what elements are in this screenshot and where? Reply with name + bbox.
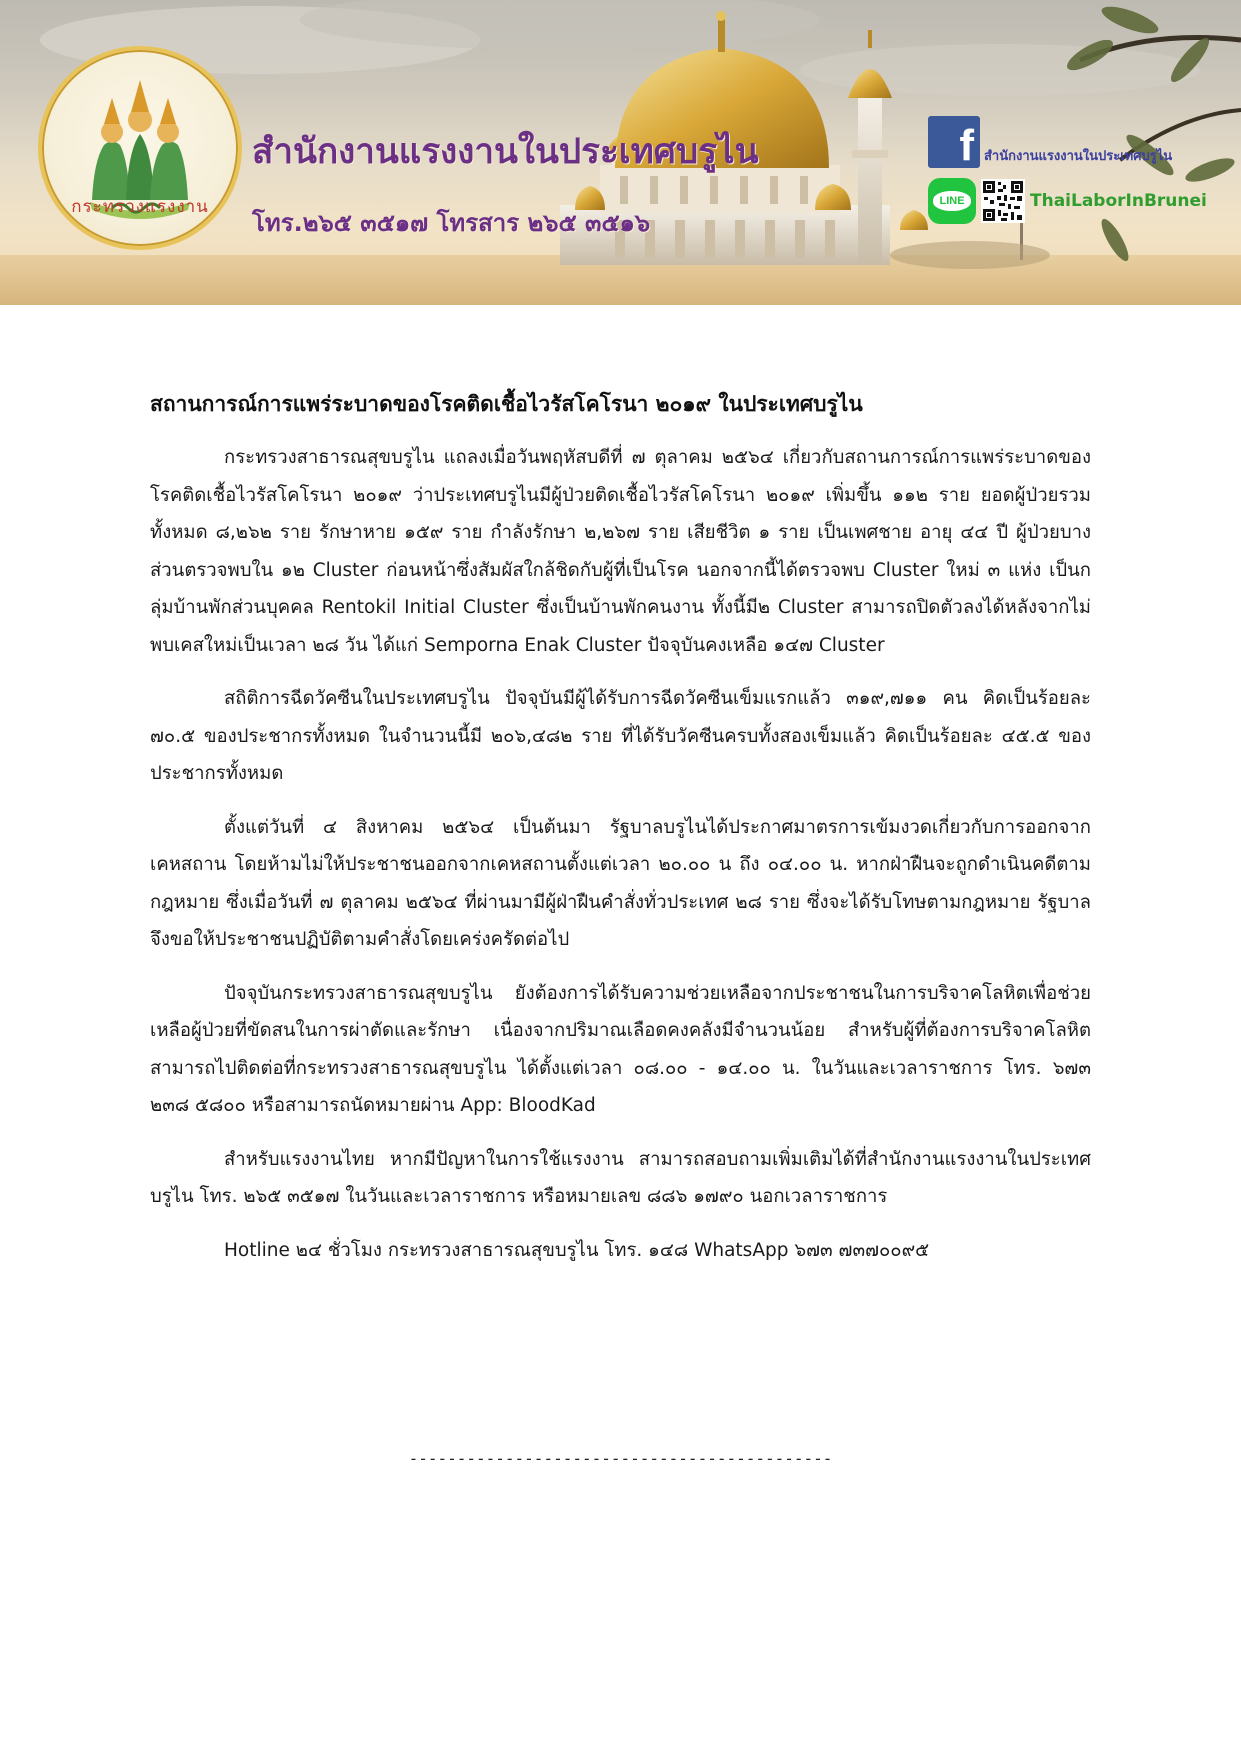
end-separator: -------------------------------------------- — [408, 1449, 833, 1468]
qr-code-icon — [981, 179, 1025, 223]
header-banner — [0, 0, 1241, 305]
article — [150, 388, 1091, 1285]
facebook-link[interactable] — [928, 116, 1172, 168]
line-account-id[interactable]: ThaiLaborInBrunei — [1030, 191, 1207, 211]
logo-lettering: กระทรวงแรงงาน — [71, 197, 209, 217]
line-icon[interactable] — [928, 178, 976, 224]
paragraph-labour-contact: สำหรับแรงงานไทย หากมีปัญหาในการใช้แรงงาน สามารถสอบถามเพิ่มเติมได้ที่สำนักงานแรงงานในประเทศบรูไน โทร. ๒๖๕ ๓๕๑๗ ในวันและเวลาราชการ หรือหมายเลข ๘๘๖ ๑๗๙๐ นอกเวลาราชการ — [150, 1148, 1091, 1207]
ministry-of-labour-logo — [38, 46, 242, 250]
line-link[interactable] — [928, 178, 1207, 224]
line-badge-text: LINE — [933, 191, 970, 211]
paragraph-blood-donation: ปัจจุบันกระทรวงสาธารณสุขบรูไน ยังต้องการได้รับความช่วยเหลือจากประชาชนในการบริจาคโลหิตเพื่อช่วยเหลือผู้ป่วยที่ขัดสนในการผ่าตัดและรักษา เนื่องจากปริมาณเลือดคงคลังมีจำนวนน้อย สำหรับผู้ที่ต้องการบริจาคโลหิต สามารถไปติดต่อที่กระทรวงสาธารณสุขบรูไน ได้ตั้งแต่เวลา ๐๘.๐๐ - ๑๔.๐๐ น. ในวันและเวลาราชการ โทร. ๖๗๓ ๒๓๘ ๕๘๐๐ หรือสามารถนัดหมายผ่าน App: BloodKad — [150, 982, 1091, 1116]
article-title: สถานการณ์การแพร่ระบาดของโรคติดเชื้อไวรัสโคโรนา ๒๐๑๙ ในประเทศบรูไน — [150, 392, 863, 416]
paragraph-curfew-measures: ตั้งแต่วันที่ ๔ สิงหาคม ๒๕๖๔ เป็นต้นมา รัฐบาลบรูไนได้ประกาศมาตรการเข้มงวดเกี่ยวกับการออกจากเคหสถาน โดยห้ามไม่ให้ประชาชนออกจากเคหสถานตั้งแต่เวลา ๒๐.๐๐ น ถึง ๐๔.๐๐ น. หากฝ่าฝืนจะถูกดำเนินคดีตามกฎหมาย ซึ่งเมื่อวันที่ ๗ ตุลาคม ๒๕๖๔ ที่ผ่านมามีผู้ฝ่าฝืนคำสั่งทั่วประเทศ ๒๘ ราย ซึ่งจะได้รับโทษตามกฎหมาย รัฐบาลจึงขอให้ประชาชนปฏิบัติตามคำสั่งโดยเคร่งครัดต่อไป — [150, 816, 1091, 950]
paragraph-hotline: Hotline ๒๔ ชั่วโมง กระทรวงสาธารณสุขบรูไน โทร. ๑๔๘ WhatsApp ๖๗๓ ๗๓๗๐๐๙๕ — [224, 1239, 930, 1261]
paragraph-covid-situation: กระทรวงสาธารณสุขบรูไน แถลงเมื่อวันพฤหัสบดีที่ ๗ ตุลาคม ๒๕๖๔ เกี่ยวกับสถานการณ์การแพร่ระบาดของโรคติดเชื้อไวรัสโคโรนา ๒๐๑๙ ว่าประเทศบรูไนมีผู้ป่วยติดเชื้อไวรัสโคโรนา ๒๐๑๙ เพิ่มขึ้น ๑๑๒ ราย ยอดผู้ป่วยรวมทั้งหมด ๘,๒๖๒ ราย รักษาหาย ๑๕๙ ราย กำลังรักษา ๒,๒๖๗ ราย เสียชีวิต ๑ ราย เป็นเพศชาย อายุ ๔๔ ปี ผู้ป่วยบางส่วนตรวจพบใน ๑๒ Cluster ก่อนหน้าซึ่งสัมผัสใกล้ชิดกับผู้ที่เป็นโรค นอกจากนี้ได้ตรวจพบ Cluster ใหม่ ๓ แห่ง เป็นกลุ่มบ้านพักส่วนบุคคล Rentokil Initial Cluster ซึ่งเป็นบ้านพักคนงาน ทั้งนี้มี๒ Cluster สามารถปิดตัวลงได้หลังจากไม่พบเคสใหม่เป็นเวลา ๒๘ วัน ได้แก่ Semporna Enak Cluster ปัจจุบันคงเหลือ ๑๔๗ Cluster — [150, 447, 1091, 656]
facebook-page-name[interactable]: สำนักงานแรงงานในประเทศบรูไน — [984, 148, 1173, 164]
office-phone-fax: โทร.๒๖๕ ๓๕๑๗ โทรสาร ๒๖๕ ๓๕๑๖ — [252, 209, 651, 237]
office-title: สำนักงานแรงงานในประเทศบรูไน — [252, 132, 759, 172]
facebook-icon[interactable]: f — [928, 116, 980, 168]
paragraph-vaccination-stats: สถิติการฉีดวัคซีนในประเทศบรูไน ปัจจุบันมีผู้ได้รับการฉีดวัคซีนเข็มแรกแล้ว ๓๑๙,๗๑๑ คน คิดเป็นร้อยละ ๗๐.๕ ของประชากรทั้งหมด ในจำนวนนี้มี ๒๐๖,๔๘๒ ราย ที่ได้รับวัคซีนครบทั้งสองเข็มแล้ว คิดเป็นร้อยละ ๔๕.๕ ของประชากรทั้งหมด — [150, 688, 1091, 784]
